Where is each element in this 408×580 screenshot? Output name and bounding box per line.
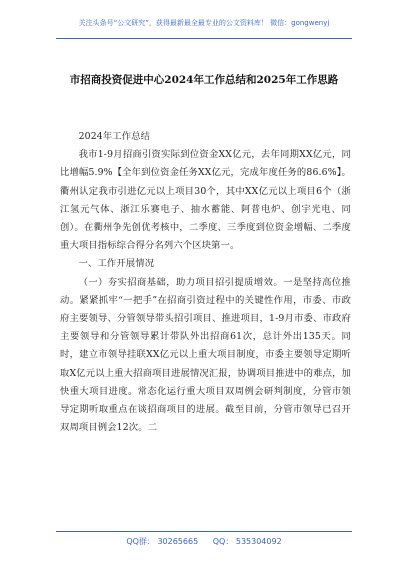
header-banner: 关注头条号“公文研究”，获得最新最全最专业的公文资料库！ 微信：gongwenyj: [78, 19, 330, 27]
subheading-work-status: 一、工作开展情况: [78, 258, 155, 270]
header-divider: [56, 38, 352, 39]
footer-qq: QQ： 535304092: [212, 537, 282, 546]
footer-contact: [0, 536, 408, 547]
footer-qq-group: QQ群： 30265665: [126, 537, 199, 546]
footer-divider: [56, 531, 352, 532]
paragraph-investment-base: （一）夯实招商基础，助力项目招引提质增效。一是坚持高位推动。紧紧抓牢“一把手”在招商引资过程中的关键性作用，市委、市政府主要领导、分管领导带头招引项目、推进项目，1-9月市委、市政府主要领导和分管领导累计带队外出招商61次，总计外出135天。同时，建立市领导挂联XX亿元以上重大项目制度，市委主要领导定期听取X亿元以上重大招商项目进展情况汇报，协调项目推进中的难点，加快重大项目进度。常态化运行重大项目双周例会研判制度，分管市领导定期听取重点在谈招商项目的进展。截至目前，分管市领导已召开双周项目例会12次。二: [60, 276, 351, 434]
paragraph-summary: 我市1-9月招商引资实际到位资金XX亿元，去年同期XX亿元，同比增幅5.9%【全年到位资金任务XX亿元，完成年度任务的86.6%】。衢州认定我市引进亿元以上项目30个，其中XX亿元以上项目6个（浙江氢元气体、浙江乐赛电子、抽水蓄能、阿普电炉、创宇光电、同创）。在衢州争先创优考核中，二季度、三季度到位资金增幅、二季度重大项目指标综合得分名列六个区块第一。: [60, 149, 351, 252]
document-title: 市招商投资促进中心2024年工作总结和2025年工作思路: [69, 74, 339, 86]
document-body: [60, 128, 351, 437]
section-heading: 2024年工作总结: [78, 131, 151, 142]
